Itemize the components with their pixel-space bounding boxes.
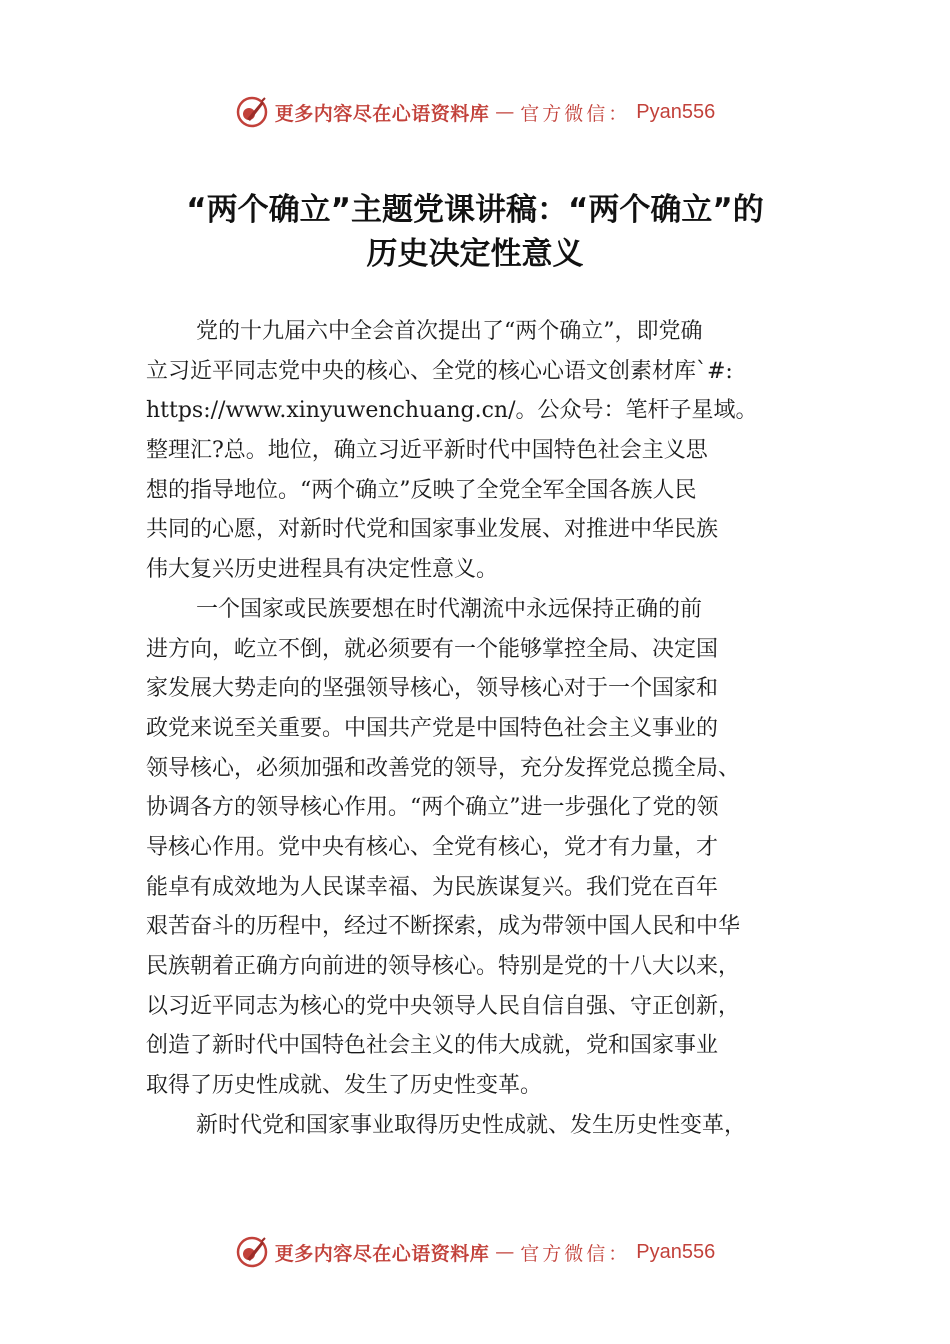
header-banner bbox=[0, 92, 950, 132]
pen-logo-icon bbox=[235, 1235, 269, 1269]
body-line: 立习近平同志党中央的核心、全党的核心心语文创素材库`#: bbox=[146, 358, 733, 384]
body-line: 想的指导地位。“两个确立”反映了全党全军全国各族人民 bbox=[146, 477, 697, 503]
body-line: 以习近平同志为核心的党中央领导人民自信自强、守正创新， bbox=[146, 993, 741, 1019]
banner-slogan: 更多内容尽在心语资料库 bbox=[274, 102, 490, 125]
document-title bbox=[100, 188, 850, 276]
banner-wechat-id: Pyan556 bbox=[636, 100, 716, 123]
body-line: 领导核心，必须加强和改善党的领导，充分发挥党总揽全局、 bbox=[146, 755, 741, 781]
body-line: 一个国家或民族要想在时代潮流中永远保持正确的前 bbox=[196, 596, 703, 622]
body-line: 艰苦奋斗的历程中，经过不断探索，成为带领中国人民和中华 bbox=[146, 914, 741, 940]
body-line: 创造了新时代中国特色社会主义的伟大成就，党和国家事业 bbox=[146, 1033, 719, 1059]
title-line-2: 历史决定性意义 bbox=[366, 236, 584, 272]
body-line: 协调各方的领导核心作用。“两个确立”进一步强化了党的领 bbox=[146, 795, 719, 821]
body-line: 导核心作用。党中央有核心、全党有核心，党才有力量，才 bbox=[146, 834, 719, 860]
footer-banner bbox=[0, 1232, 950, 1272]
body-line: 进方向，屹立不倒，就必须要有一个能够掌控全局、决定国 bbox=[146, 636, 719, 662]
body-line: 民族朝着正确方向前进的领导核心。特别是党的十八大以来， bbox=[146, 954, 741, 979]
body-line: 家发展大势走向的坚强领导核心，领导核心对于一个国家和 bbox=[146, 676, 719, 702]
banner-dash: — bbox=[495, 101, 515, 123]
banner-slogan: 更多内容尽在心语资料库 bbox=[274, 1242, 490, 1265]
banner-dash: — bbox=[495, 1241, 515, 1263]
pen-logo-icon bbox=[235, 95, 269, 129]
body-line: 取得了历史性成就、发生了历史性变革。 bbox=[146, 1073, 543, 1099]
body-line: 共同的心愿，对新时代党和国家事业发展、对推进中华民族 bbox=[146, 517, 719, 543]
body-line: 伟大复兴历史进程具有决定性意义。 bbox=[146, 557, 499, 583]
banner-wechat-id: Pyan556 bbox=[636, 1240, 716, 1263]
title-line-1: “两个确立”主题党课讲稿：“两个确立”的 bbox=[186, 192, 764, 228]
body-line: 政党来说至关重要。中国共产党是中国特色社会主义事业的 bbox=[146, 715, 719, 741]
body-line: 新时代党和国家事业取得历史性成就、发生历史性变革， bbox=[196, 1112, 747, 1138]
body-line: 能卓有成效地为人民谋幸福、为民族谋复兴。我们党在百年 bbox=[146, 874, 719, 900]
body-line: 党的十九届六中全会首次提出了“两个确立”，即党确 bbox=[196, 319, 703, 344]
banner-wechat-label: 官方微信： bbox=[520, 102, 631, 125]
banner-wechat-label: 官方微信： bbox=[520, 1242, 631, 1265]
body-line: https://www.xinyuwenchuang.cn/。公众号：笔杆子星域。 bbox=[146, 398, 758, 424]
document-body bbox=[146, 312, 826, 1145]
body-line: 整理汇?总。地位，确立习近平新时代中国特色社会主义思 bbox=[146, 438, 708, 464]
